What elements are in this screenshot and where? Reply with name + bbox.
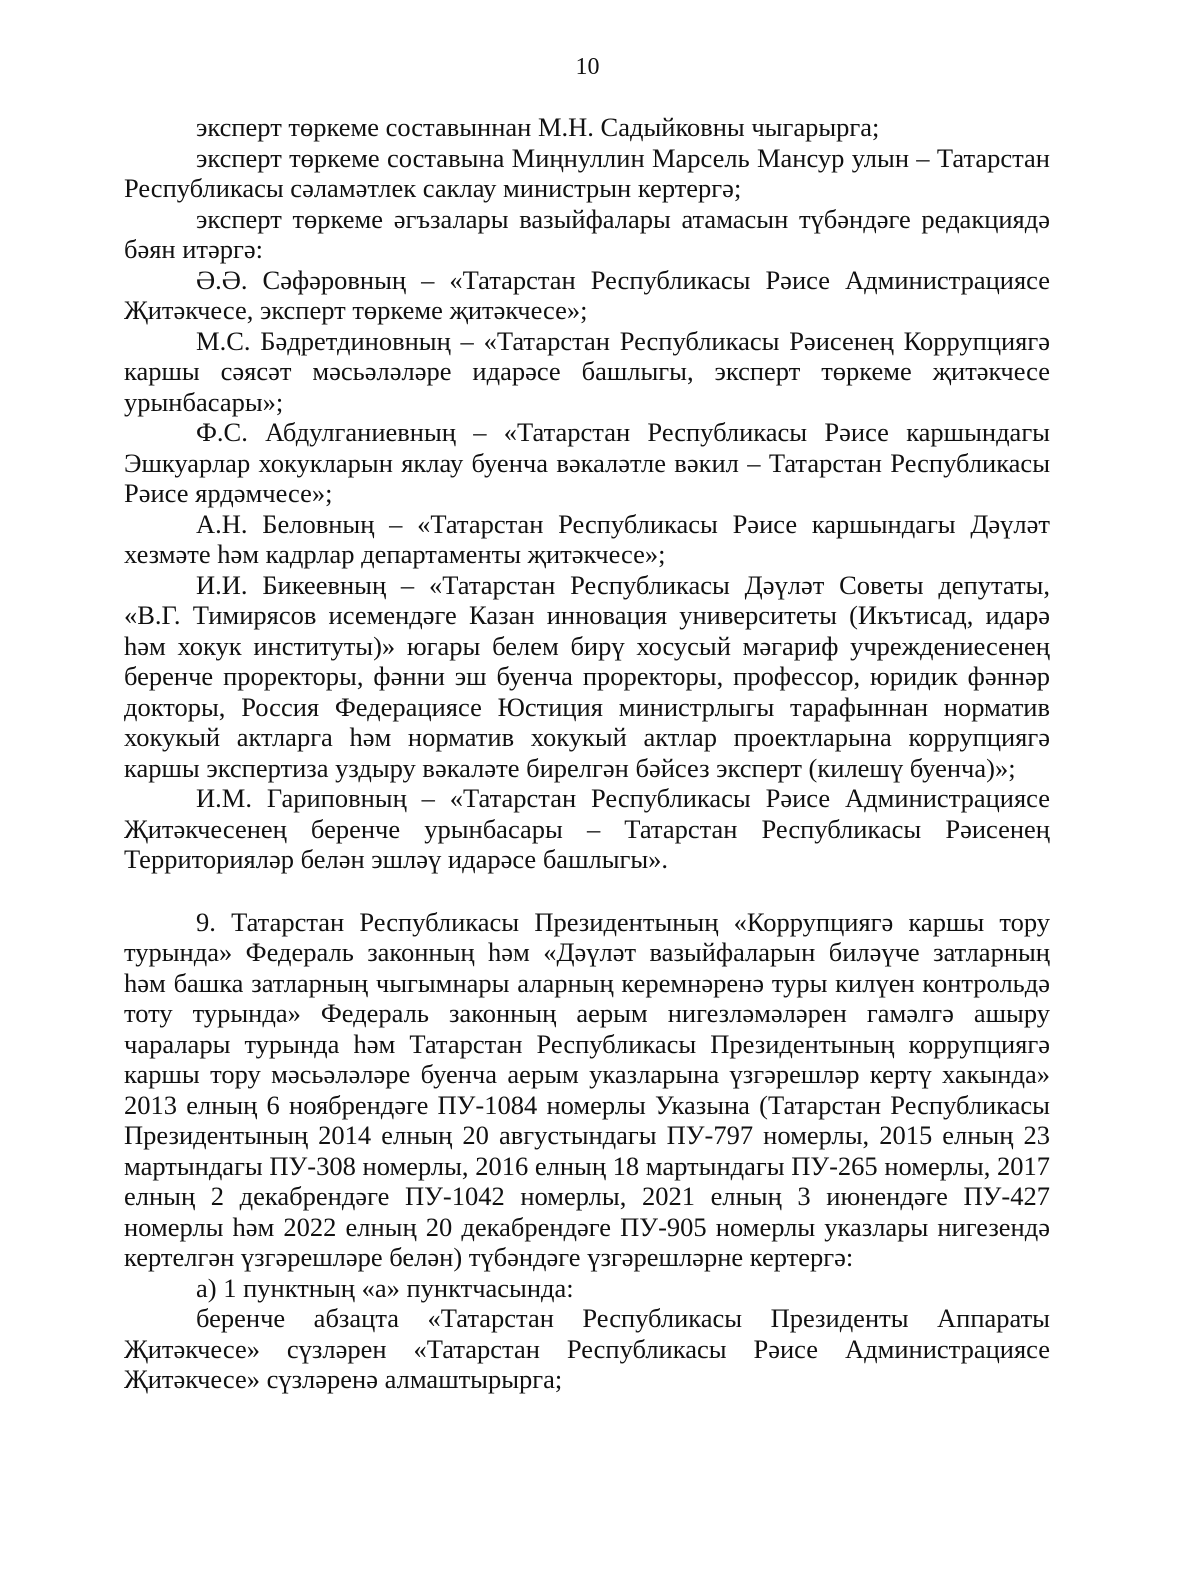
page-number: 10 (575, 54, 600, 80)
paragraph-add-minnullin: эксперт төркеме составына Миңнуллин Марсель Мансур улын – Татарстан Республикасы сәламәтлек саклау министрын кертергә; (124, 142, 1050, 203)
paragraph-badretdinov: М.С. Бәдретдиновның – «Татарстан Республикасы Рәисенең Коррупциягә каршы сәясәт мәсьәләләре идарәсе башлыгы, эксперт төркеме җитәкчесе урынбасары»; (124, 325, 1050, 417)
document-body (124, 112, 1050, 1395)
paragraph-garipov: И.М. Гариповның – «Татарстан Республикасы Рәисе Администрациясе Җитәкчесенең беренче урынбасары – Татарстан Республикасы Рәисенең Территорияләр белән эшләү идарәсе башлыгы». (124, 783, 1050, 874)
paragraph-remove-sadykova: эксперт төркеме составыннан М.Н. Садыйковны чыгарырга; (196, 112, 880, 142)
paragraph-safarov: Ә.Ә. Сәфәровның – «Татарстан Республикасы Рәисе Администрациясе Җитәкчесе, эксперт төркеме җитәкчесе»; (124, 264, 1050, 325)
paragraph-belov: А.Н. Беловның – «Татарстан Республикасы Рәисе каршындагы Дәүләт хезмәте һәм кадрлар департаменты җитәкчесе»; (124, 508, 1050, 569)
paragraph-abdulganiev: Ф.С. Абдулганиевның – «Татарстан Республикасы Рәисе каршындагы Эшкуарлар хокукларын яклау буенча вәкаләтле вәкил – Татарстан Республикасы Рәисе ярдәмчесе»; (124, 417, 1050, 508)
paragraph-first-abzac: беренче абзацта «Татарстан Республикасы Президенты Аппараты Җитәкчесе» сүзләрен «Татарстан Республикасы Рәисе Администрациясе Җитәкчесе» сүзләренә алмаштырырга; (124, 1303, 1050, 1394)
paragraph-bikeev: И.И. Бикеевның – «Татарстан Республикасы Дәүләт Советы депутаты, «В.Г. Тимирясов исемендәге Казан инновация университеты (Икътисад, идарә һәм хокук институты)» югары белем бирү хосусый мәгариф учреждениесенең беренче проректоры, фәнни эш буенча проректоры, профессор, юридик фәннәр докторы, Россия Федерациясе Юстиция министрлыгы тарафыннан норматив хокукый актларга һәм норматив хокукый актлар проектларына коррупциягә каршы экспертиза уздыру вәкаләте бирелгән бәйсез эксперт (килешү буенча)»; (124, 569, 1050, 783)
paragraph-positions-intro: эксперт төркеме әгъзалары вазыйфалары атамасын түбәндәге редакциядә бәян итәргә: (124, 203, 1050, 264)
paragraph-item-9: 9. Татарстан Республикасы Президентының «Коррупциягә каршы тору турында» Федераль законның һәм «Дәүләт вазыйфаларын биләүче затларның һәм башка затларның чыгымнары аларның керемнәренә туры килүен контрольдә тоту турында» Федераль законның аерым нигезләмәләрен гамәлгә ашыру чаралары турында һәм Татарстан Республикасы Президентының коррупциягә каршы тору мәсьәләләре буенча аерым указларына үзгәрешләр кертү хакында» 2013 елның 6 ноябрендәге ПУ-1084 номерлы Указына (Татарстан Республикасы Президентының 2014 елның 20 августындагы ПУ-797 номерлы, 2015 елның 23 мартындагы ПУ-308 номерлы, 2016 елның 18 мартындагы ПУ-265 номерлы, 2017 елның 2 декабрендәге ПУ-1042 номерлы, 2021 елның 3 июнендәге ПУ-427 номерлы һәм 2022 елның 20 декабрендәге ПУ-905 номерлы указлары нигезендә кертелгән үзгәрешләре белән) түбәндәге үзгәрешләрне кертергә: (124, 906, 1050, 1272)
paragraph-subitem-a: а) 1 пунктның «а» пунктчасында: (196, 1272, 574, 1303)
